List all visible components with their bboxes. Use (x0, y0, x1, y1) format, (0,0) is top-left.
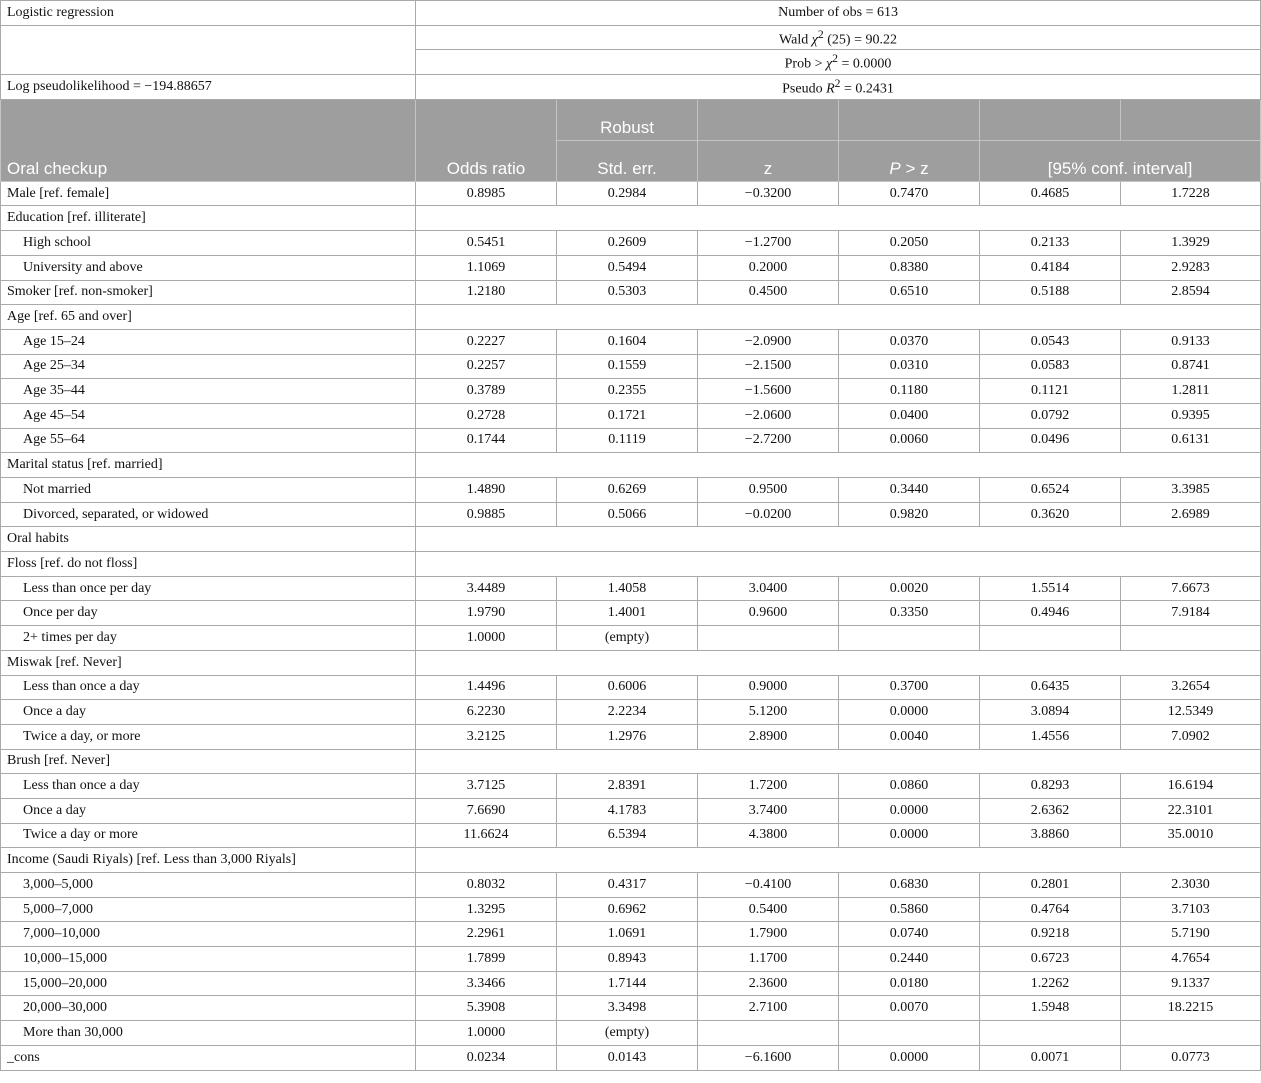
table-row (1, 403, 1261, 428)
z-value-cell: 1.1700 (698, 947, 839, 972)
table-row (1, 897, 1261, 922)
section-spacer (416, 527, 1261, 552)
ci-lower-cell: 0.6524 (980, 478, 1121, 503)
table-row (1, 700, 1261, 725)
std-err-cell: 0.8943 (557, 947, 698, 972)
odds-ratio-cell: 0.8985 (416, 181, 557, 206)
ci-lower-cell: 2.6362 (980, 798, 1121, 823)
z-value-cell: 0.9500 (698, 478, 839, 503)
std-err-cell: 1.0691 (557, 922, 698, 947)
odds-ratio-cell: 2.2961 (416, 922, 557, 947)
std-err-cell: 1.7144 (557, 971, 698, 996)
odds-ratio-cell: 3.4489 (416, 576, 557, 601)
z-value-cell: 0.2000 (698, 255, 839, 280)
table-row (1, 428, 1261, 453)
z-value-cell: 2.8900 (698, 724, 839, 749)
table-row (1, 354, 1261, 379)
section-spacer (416, 650, 1261, 675)
ci-lower-cell: 0.3620 (980, 502, 1121, 527)
row-label: 15,000–20,000 (1, 971, 416, 996)
summary-blank-cell (1, 25, 416, 74)
p-value-cell: 0.0370 (839, 329, 980, 354)
z-value-cell: 1.7900 (698, 922, 839, 947)
p-value-cell: 0.0060 (839, 428, 980, 453)
ci-lower-cell: 0.0792 (980, 403, 1121, 428)
z-value-cell: 0.9000 (698, 675, 839, 700)
ci-upper-cell: 0.0773 (1121, 1045, 1261, 1070)
odds-ratio-cell: 0.0234 (416, 1045, 557, 1070)
z-value-cell: 3.0400 (698, 576, 839, 601)
z-value-cell: 0.9600 (698, 601, 839, 626)
table-row (1, 971, 1261, 996)
z-value-cell (698, 1021, 839, 1046)
table-row (1, 922, 1261, 947)
ci-upper-cell: 7.6673 (1121, 576, 1261, 601)
table-row (1, 255, 1261, 280)
p-value-cell: 0.0000 (839, 1045, 980, 1070)
ci-lower-cell (980, 626, 1121, 651)
prob-chi2: Prob > $\chi^2 = 0.0000$ (416, 50, 1261, 75)
z-value-cell: −0.0200 (698, 502, 839, 527)
z-value-cell: −2.0600 (698, 403, 839, 428)
std-err-cell: 0.5303 (557, 280, 698, 305)
z-value-cell: −6.1600 (698, 1045, 839, 1070)
row-label: Twice a day or more (1, 823, 416, 848)
summary-row-2 (1, 25, 1261, 50)
ci-lower-cell: 0.0543 (980, 329, 1121, 354)
section-spacer (416, 206, 1261, 231)
std-err-cell: 0.6269 (557, 478, 698, 503)
header-p-value: P > z (839, 140, 980, 181)
summary-row-1 (1, 1, 1261, 26)
ci-lower-cell: 0.0071 (980, 1045, 1121, 1070)
ci-lower-cell: 1.4556 (980, 724, 1121, 749)
section-label: Floss [ref. do not floss] (1, 552, 416, 577)
p-value-cell: 0.3700 (839, 675, 980, 700)
table-row (1, 996, 1261, 1021)
table-row (1, 280, 1261, 305)
odds-ratio-cell: 3.3466 (416, 971, 557, 996)
row-label: More than 30,000 (1, 1021, 416, 1046)
wald-chi2: Wald $\chi^2$ (25) = 90.22 (416, 25, 1261, 50)
std-err-cell: 0.4317 (557, 873, 698, 898)
odds-ratio-cell: 1.4496 (416, 675, 557, 700)
p-value-cell: 0.0310 (839, 354, 980, 379)
p-value-cell: 0.0180 (839, 971, 980, 996)
p-value-cell: 0.2050 (839, 231, 980, 256)
p-value-cell: 0.0000 (839, 823, 980, 848)
odds-ratio-cell: 1.1069 (416, 255, 557, 280)
section-label: Miswak [ref. Never] (1, 650, 416, 675)
p-value-cell: 0.3440 (839, 478, 980, 503)
std-err-cell: 0.6006 (557, 675, 698, 700)
z-value-cell: −2.0900 (698, 329, 839, 354)
odds-ratio-cell: 3.7125 (416, 774, 557, 799)
z-value-cell: 0.4500 (698, 280, 839, 305)
std-err-cell: 0.5494 (557, 255, 698, 280)
odds-ratio-cell: 0.3789 (416, 379, 557, 404)
ci-lower-cell (980, 1021, 1121, 1046)
odds-ratio-cell: 7.6690 (416, 798, 557, 823)
odds-ratio-cell: 1.3295 (416, 897, 557, 922)
pseudo-r2: Pseudo $R^2 = 0.2431$ (416, 75, 1261, 100)
table-row (1, 724, 1261, 749)
std-err-cell: 0.5066 (557, 502, 698, 527)
table-row (1, 675, 1261, 700)
odds-ratio-cell: 0.2728 (416, 403, 557, 428)
std-err-cell: 6.5394 (557, 823, 698, 848)
row-label: High school (1, 231, 416, 256)
p-value-cell: 0.0040 (839, 724, 980, 749)
ci-lower-cell: 0.2133 (980, 231, 1121, 256)
table-row (1, 231, 1261, 256)
row-label: _cons (1, 1045, 416, 1070)
ci-upper-cell: 0.8741 (1121, 354, 1261, 379)
header-conf-interval: [95% conf. interval] (980, 140, 1261, 181)
number-of-obs: Number of obs = 613 (416, 1, 1261, 26)
z-value-cell: 3.7400 (698, 798, 839, 823)
ci-upper-cell: 0.6131 (1121, 428, 1261, 453)
table-row (1, 1021, 1261, 1046)
ci-upper-cell: 0.9133 (1121, 329, 1261, 354)
header-blank-ci-low (980, 99, 1121, 140)
header-blank-p (839, 99, 980, 140)
row-label: Less than once per day (1, 576, 416, 601)
section-label: Marital status [ref. married] (1, 453, 416, 478)
p-value-cell: 0.9820 (839, 502, 980, 527)
ci-upper-cell: 9.1337 (1121, 971, 1261, 996)
ci-upper-cell: 4.7654 (1121, 947, 1261, 972)
ci-upper-cell: 1.3929 (1121, 231, 1261, 256)
table-row (1, 502, 1261, 527)
ci-lower-cell: 1.5948 (980, 996, 1121, 1021)
p-value-cell: 0.6510 (839, 280, 980, 305)
section-row (1, 527, 1261, 552)
header-blank-ci-high (1121, 99, 1261, 140)
model-label: Logistic regression (1, 1, 416, 26)
section-row (1, 552, 1261, 577)
ci-lower-cell: 3.8860 (980, 823, 1121, 848)
row-label: Male [ref. female] (1, 181, 416, 206)
z-value-cell: −0.3200 (698, 181, 839, 206)
ci-upper-cell: 2.3030 (1121, 873, 1261, 898)
section-row (1, 848, 1261, 873)
z-value-cell (698, 626, 839, 651)
ci-upper-cell: 18.2215 (1121, 996, 1261, 1021)
row-label: Divorced, separated, or widowed (1, 502, 416, 527)
ci-upper-cell: 3.7103 (1121, 897, 1261, 922)
odds-ratio-cell: 0.1744 (416, 428, 557, 453)
log-pseudolikelihood: Log pseudolikelihood = −194.88657 (1, 75, 416, 100)
ci-upper-cell: 1.2811 (1121, 379, 1261, 404)
p-value-cell (839, 1021, 980, 1046)
p-value-cell: 0.6830 (839, 873, 980, 898)
row-label: University and above (1, 255, 416, 280)
odds-ratio-cell: 0.2227 (416, 329, 557, 354)
row-label: Age 25–34 (1, 354, 416, 379)
row-label: Once per day (1, 601, 416, 626)
ci-lower-cell: 0.6723 (980, 947, 1121, 972)
z-value-cell: −0.4100 (698, 873, 839, 898)
header-z: z (698, 140, 839, 181)
p-value-cell: 0.2440 (839, 947, 980, 972)
table-row (1, 329, 1261, 354)
odds-ratio-cell: 3.2125 (416, 724, 557, 749)
z-value-cell: −1.5600 (698, 379, 839, 404)
ci-lower-cell: 0.0496 (980, 428, 1121, 453)
row-label: Less than once a day (1, 774, 416, 799)
row-label: Age 45–54 (1, 403, 416, 428)
section-spacer (416, 552, 1261, 577)
table-row (1, 478, 1261, 503)
ci-lower-cell: 0.4184 (980, 255, 1121, 280)
p-value-cell: 0.3350 (839, 601, 980, 626)
odds-ratio-cell: 1.0000 (416, 1021, 557, 1046)
row-label: Twice a day, or more (1, 724, 416, 749)
p-value-cell: 0.0400 (839, 403, 980, 428)
ci-upper-cell: 7.9184 (1121, 601, 1261, 626)
ci-lower-cell: 0.4946 (980, 601, 1121, 626)
section-spacer (416, 848, 1261, 873)
header-std-err: Std. err. (557, 140, 698, 181)
ci-lower-cell: 0.9218 (980, 922, 1121, 947)
section-row (1, 650, 1261, 675)
ci-upper-cell: 2.8594 (1121, 280, 1261, 305)
ci-upper-cell: 16.6194 (1121, 774, 1261, 799)
z-value-cell: −2.7200 (698, 428, 839, 453)
ci-upper-cell: 12.5349 (1121, 700, 1261, 725)
section-label: Brush [ref. Never] (1, 749, 416, 774)
ci-lower-cell: 0.1121 (980, 379, 1121, 404)
table-row (1, 873, 1261, 898)
ci-lower-cell: 0.5188 (980, 280, 1121, 305)
p-value-cell: 0.1180 (839, 379, 980, 404)
p-value-cell (839, 626, 980, 651)
odds-ratio-cell: 0.8032 (416, 873, 557, 898)
section-spacer (416, 453, 1261, 478)
ci-upper-cell: 35.0010 (1121, 823, 1261, 848)
z-value-cell: 4.3800 (698, 823, 839, 848)
std-err-cell: 0.2355 (557, 379, 698, 404)
row-label: Once a day (1, 798, 416, 823)
ci-upper-cell: 3.3985 (1121, 478, 1261, 503)
z-value-cell: −1.2700 (698, 231, 839, 256)
row-label: 2+ times per day (1, 626, 416, 651)
p-value-cell: 0.0860 (839, 774, 980, 799)
z-value-cell: 2.3600 (698, 971, 839, 996)
p-value-cell: 0.5860 (839, 897, 980, 922)
section-label: Education [ref. illiterate] (1, 206, 416, 231)
p-value-cell: 0.0020 (839, 576, 980, 601)
ci-upper-cell: 3.2654 (1121, 675, 1261, 700)
row-label: Age 15–24 (1, 329, 416, 354)
odds-ratio-cell: 1.4890 (416, 478, 557, 503)
table-body (1, 1, 1261, 1071)
ci-lower-cell: 0.6435 (980, 675, 1121, 700)
row-label: 7,000–10,000 (1, 922, 416, 947)
std-err-cell: 0.2609 (557, 231, 698, 256)
header-oral-checkup: Oral checkup (1, 99, 416, 181)
table-row (1, 774, 1261, 799)
section-label: Age [ref. 65 and over] (1, 305, 416, 330)
odds-ratio-cell: 0.5451 (416, 231, 557, 256)
row-label: 10,000–15,000 (1, 947, 416, 972)
section-row (1, 305, 1261, 330)
std-err-cell: (empty) (557, 1021, 698, 1046)
table-row (1, 379, 1261, 404)
ci-lower-cell: 0.4685 (980, 181, 1121, 206)
std-err-cell: 1.4058 (557, 576, 698, 601)
ci-lower-cell: 0.4764 (980, 897, 1121, 922)
table-row (1, 601, 1261, 626)
row-label: 5,000–7,000 (1, 897, 416, 922)
z-value-cell: 1.7200 (698, 774, 839, 799)
ci-upper-cell: 5.7190 (1121, 922, 1261, 947)
std-err-cell: 1.2976 (557, 724, 698, 749)
std-err-cell: 4.1783 (557, 798, 698, 823)
std-err-cell: 0.1604 (557, 329, 698, 354)
odds-ratio-cell: 6.2230 (416, 700, 557, 725)
table-row (1, 823, 1261, 848)
ci-lower-cell: 1.5514 (980, 576, 1121, 601)
header-odds-ratio: Odds ratio (416, 99, 557, 181)
section-spacer (416, 749, 1261, 774)
p-value-cell: 0.0740 (839, 922, 980, 947)
std-err-cell: 2.2234 (557, 700, 698, 725)
z-value-cell: 5.1200 (698, 700, 839, 725)
std-err-cell: 0.6962 (557, 897, 698, 922)
section-label: Income (Saudi Riyals) [ref. Less than 3,000 Riyals] (1, 848, 416, 873)
row-label: 20,000–30,000 (1, 996, 416, 1021)
table-row (1, 576, 1261, 601)
ci-lower-cell: 0.2801 (980, 873, 1121, 898)
row-label: Less than once a day (1, 675, 416, 700)
row-label: Age 55–64 (1, 428, 416, 453)
std-err-cell: 0.0143 (557, 1045, 698, 1070)
z-value-cell: 0.5400 (698, 897, 839, 922)
std-err-cell: 0.2984 (557, 181, 698, 206)
table-row (1, 181, 1261, 206)
table-row (1, 1045, 1261, 1070)
ci-upper-cell: 2.6989 (1121, 502, 1261, 527)
std-err-cell: (empty) (557, 626, 698, 651)
section-row (1, 749, 1261, 774)
std-err-cell: 3.3498 (557, 996, 698, 1021)
ci-upper-cell (1121, 626, 1261, 651)
odds-ratio-cell: 11.6624 (416, 823, 557, 848)
table-row (1, 947, 1261, 972)
ci-upper-cell (1121, 1021, 1261, 1046)
section-row (1, 206, 1261, 231)
row-label: Age 35–44 (1, 379, 416, 404)
odds-ratio-cell: 1.9790 (416, 601, 557, 626)
std-err-cell: 0.1721 (557, 403, 698, 428)
ci-upper-cell: 22.3101 (1121, 798, 1261, 823)
header-robust: Robust (557, 99, 698, 140)
row-label: Once a day (1, 700, 416, 725)
ci-lower-cell: 3.0894 (980, 700, 1121, 725)
odds-ratio-cell: 1.7899 (416, 947, 557, 972)
std-err-cell: 1.4001 (557, 601, 698, 626)
table-row (1, 798, 1261, 823)
z-value-cell: −2.1500 (698, 354, 839, 379)
table-row (1, 626, 1261, 651)
header-blank-z (698, 99, 839, 140)
summary-row-4 (1, 75, 1261, 100)
p-value-cell: 0.8380 (839, 255, 980, 280)
row-label: Not married (1, 478, 416, 503)
ci-upper-cell: 1.7228 (1121, 181, 1261, 206)
section-label: Oral habits (1, 527, 416, 552)
std-err-cell: 0.1559 (557, 354, 698, 379)
ci-upper-cell: 2.9283 (1121, 255, 1261, 280)
ci-lower-cell: 1.2262 (980, 971, 1121, 996)
std-err-cell: 2.8391 (557, 774, 698, 799)
ci-lower-cell: 0.0583 (980, 354, 1121, 379)
p-value-cell: 0.0070 (839, 996, 980, 1021)
z-value-cell: 2.7100 (698, 996, 839, 1021)
odds-ratio-cell: 1.2180 (416, 280, 557, 305)
section-row (1, 453, 1261, 478)
odds-ratio-cell: 0.9885 (416, 502, 557, 527)
column-header-row-1 (1, 99, 1261, 140)
p-value-cell: 0.0000 (839, 798, 980, 823)
odds-ratio-cell: 1.0000 (416, 626, 557, 651)
section-spacer (416, 305, 1261, 330)
p-value-cell: 0.7470 (839, 181, 980, 206)
p-value-cell: 0.0000 (839, 700, 980, 725)
row-label: Smoker [ref. non-smoker] (1, 280, 416, 305)
odds-ratio-cell: 5.3908 (416, 996, 557, 1021)
ci-upper-cell: 0.9395 (1121, 403, 1261, 428)
ci-upper-cell: 7.0902 (1121, 724, 1261, 749)
odds-ratio-cell: 0.2257 (416, 354, 557, 379)
row-label: 3,000–5,000 (1, 873, 416, 898)
ci-lower-cell: 0.8293 (980, 774, 1121, 799)
std-err-cell: 0.1119 (557, 428, 698, 453)
